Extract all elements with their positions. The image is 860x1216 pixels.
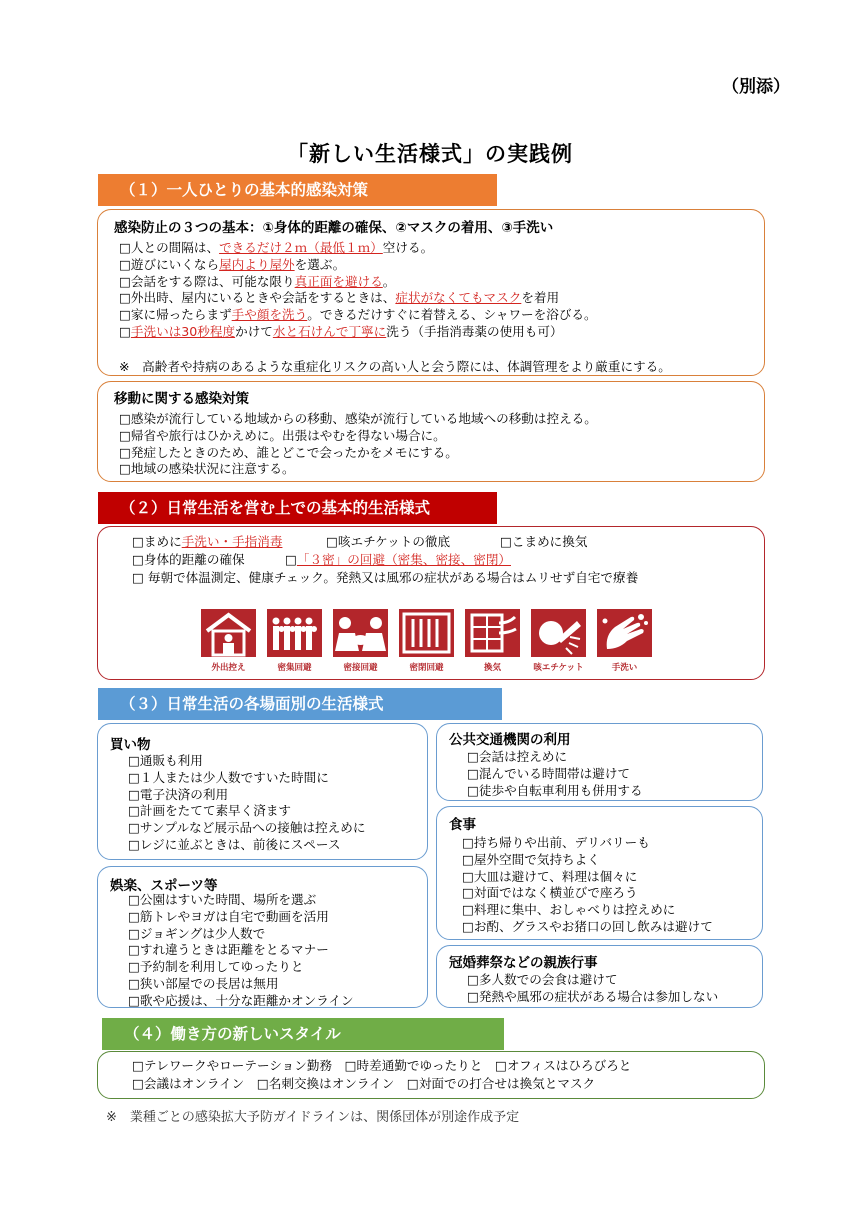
pictogram-label: 外出控え (211, 663, 246, 673)
list-item: □手洗いは30秒程度かけて水と石けんで丁寧に洗う（手指消毒薬の使用も可） (119, 323, 563, 339)
page-title: 「新しい生活様式」の実践例 (287, 142, 573, 166)
list-item: □狭い部屋での長居は無用 (128, 975, 279, 991)
ventilation-icon (465, 609, 520, 657)
shopping-box (97, 723, 428, 860)
pictogram-label: 密集回避 (277, 663, 312, 673)
meals-title: 食事 (449, 817, 476, 833)
pictogram (399, 609, 454, 673)
pictogram-label: 密接回避 (343, 663, 378, 673)
list-item: □１人または少人数ですいた時間に (128, 769, 329, 785)
cough-etiquette-item: □咳エチケットの徹底 (326, 534, 451, 549)
pictogram-label: 密閉回避 (409, 663, 444, 673)
basic-measures-title: 感染防止の３つの基本：①身体的距離の確保、②マスクの着用、③手洗い (114, 220, 554, 236)
list-item: □計画をたてて素早く済ます (128, 803, 292, 819)
closed-space-icon (399, 609, 454, 657)
list-item: □筋トレやヨガは自宅で動画を活用 (128, 908, 329, 924)
list-item: □発症したときのため、誰とどこで会ったかをメモにする。 (119, 444, 458, 460)
pictogram (531, 609, 586, 673)
work-style-box (97, 1051, 765, 1099)
meals-list (462, 835, 713, 936)
work-style-row2: □会議はオンライン □名刺交換はオンライン □対面での打合せは換気とマスク (132, 1076, 596, 1091)
list-item: □外出時、屋内にいるときや会話をするときは、症状がなくてもマスクを着用 (119, 290, 560, 306)
ventilation-item: □こまめに換気 (500, 534, 588, 549)
list-item: □感染が流行している地域からの移動、感染が流行している地域への移動は控える。 (119, 411, 597, 426)
list-item: □予約制を利用してゆったりと (128, 959, 304, 975)
guideline-footnote: ※ 業種ごとの感染拡大予防ガイドラインは、関係団体が別途作成予定 (106, 1110, 520, 1125)
shopping-list (128, 753, 365, 854)
health-check-item: □ 毎朝で体温測定、健康チェック。発熱又は風邪の症状がある場合はムリせず自宅で療養 (132, 570, 639, 585)
leisure-title: 娯楽、スポーツ等 (110, 878, 218, 894)
section2-heading: （２）日常生活を営む上での基本的生活様式 (98, 492, 497, 524)
list-item: □混んでいる時間帯は避けて (467, 765, 631, 781)
meals-box (436, 806, 763, 940)
distance-item: □身体的距離の確保 (132, 552, 245, 567)
list-item: □多人数での会食は避けて (467, 972, 618, 987)
pictogram (201, 609, 256, 673)
list-item: □お酌、グラスやお猪口の回し飲みは避けて (462, 918, 713, 934)
list-item: □公園はすいた時間、場所を選ぶ (128, 892, 317, 907)
basic-measures-box (97, 209, 765, 376)
list-item: □家に帰ったらまず手や顔を洗う。できるだけすぐに着替える、シャワーを浴びる。 (119, 307, 597, 323)
list-item: □通販も利用 (128, 753, 203, 768)
crowd-icon (267, 609, 322, 657)
ceremony-box (436, 945, 763, 1008)
list-item: □対面ではなく横並びで座ろう (462, 885, 638, 901)
stay-home-icon (201, 609, 256, 657)
pictogram (465, 609, 520, 673)
section3-heading: （３）日常生活の各場面別の生活様式 (98, 688, 502, 720)
ceremony-title: 冠婚葬祭などの親族行事 (449, 955, 598, 971)
list-item: □歌や応援は、十分な距離かオンライン (128, 992, 354, 1008)
travel-measures-box (97, 381, 765, 482)
leisure-list (128, 892, 354, 1010)
leisure-box (97, 866, 428, 1008)
hand-washing-icon (597, 609, 652, 657)
list-item: □すれ違うときは距離をとるマナー (128, 942, 329, 958)
pictogram-row (201, 609, 652, 673)
list-item: □大皿は避けて、料理は個々に (462, 868, 638, 884)
high-risk-note: ※ 高齢者や持病のあるような重症化リスクの高い人と会う際には、体調管理をより厳重にする。 (119, 359, 671, 374)
shopping-title: 買い物 (110, 737, 151, 753)
close-contact-icon (333, 609, 388, 657)
pictogram-label: 手洗い (611, 663, 638, 673)
pictogram-label: 咳エチケット (533, 663, 584, 673)
list-item: □帰省や旅行はひかえめに。出張はやむを得ない場合に。 (119, 427, 446, 443)
list-item: □発熱や風邪の症状がある場合は参加しない (467, 988, 719, 1004)
basic-measures-list (119, 240, 597, 341)
pictogram (267, 609, 322, 673)
list-item: □ジョギングは少人数で (128, 925, 266, 941)
list-item: □徒歩や自転車利用も併用する (467, 782, 643, 798)
daily-basics-row1: □まめに手洗い・手指消毒 (132, 534, 283, 549)
daily-basics-box (97, 526, 765, 680)
list-item: □会話は控えめに (467, 749, 568, 764)
list-item: □電子決済の利用 (128, 786, 229, 802)
ceremony-list (467, 972, 718, 1006)
transit-box (436, 723, 763, 801)
list-item: □地域の感染状況に注意する。 (119, 461, 295, 477)
transit-list (467, 749, 643, 799)
list-item: □会話をする際は、可能な限り真正面を避ける。 (119, 273, 396, 289)
pictogram (333, 609, 388, 673)
travel-measures-list (119, 411, 597, 478)
cough-etiquette-icon (531, 609, 586, 657)
list-item: □料理に集中、おしゃべりは控えめに (462, 902, 676, 918)
section4-heading: （４）働き方の新しいスタイル (102, 1018, 504, 1050)
list-item: □屋外空間で気持ちよく (462, 851, 600, 867)
travel-measures-title: 移動に関する感染対策 (114, 391, 249, 407)
pictogram (597, 609, 652, 673)
section1-heading: （１）一人ひとりの基本的感染対策 (98, 174, 497, 206)
list-item: □サンプルなど展示品への接触は控えめに (128, 820, 366, 836)
list-item: □持ち帰りや出前、デリバリーも (462, 835, 650, 850)
transit-title: 公共交通機関の利用 (449, 732, 571, 748)
three-c-item: □「３密」の回避（密集、密接、密閉） (285, 552, 511, 567)
pictogram-label: 換気 (483, 663, 501, 673)
list-item: □人との間隔は、できるだけ２ｍ（最低１ｍ）空ける。 (119, 240, 434, 255)
list-item: □レジに並ぶときは、前後にスペース (128, 836, 341, 852)
list-item: □遊びにいくなら屋内より屋外を選ぶ。 (119, 256, 346, 272)
annex-label: （別添） (722, 77, 790, 97)
work-style-row1: □テレワークやローテーション勤務 □時差通勤でゆったりと □オフィスはひろびろと (132, 1058, 632, 1073)
